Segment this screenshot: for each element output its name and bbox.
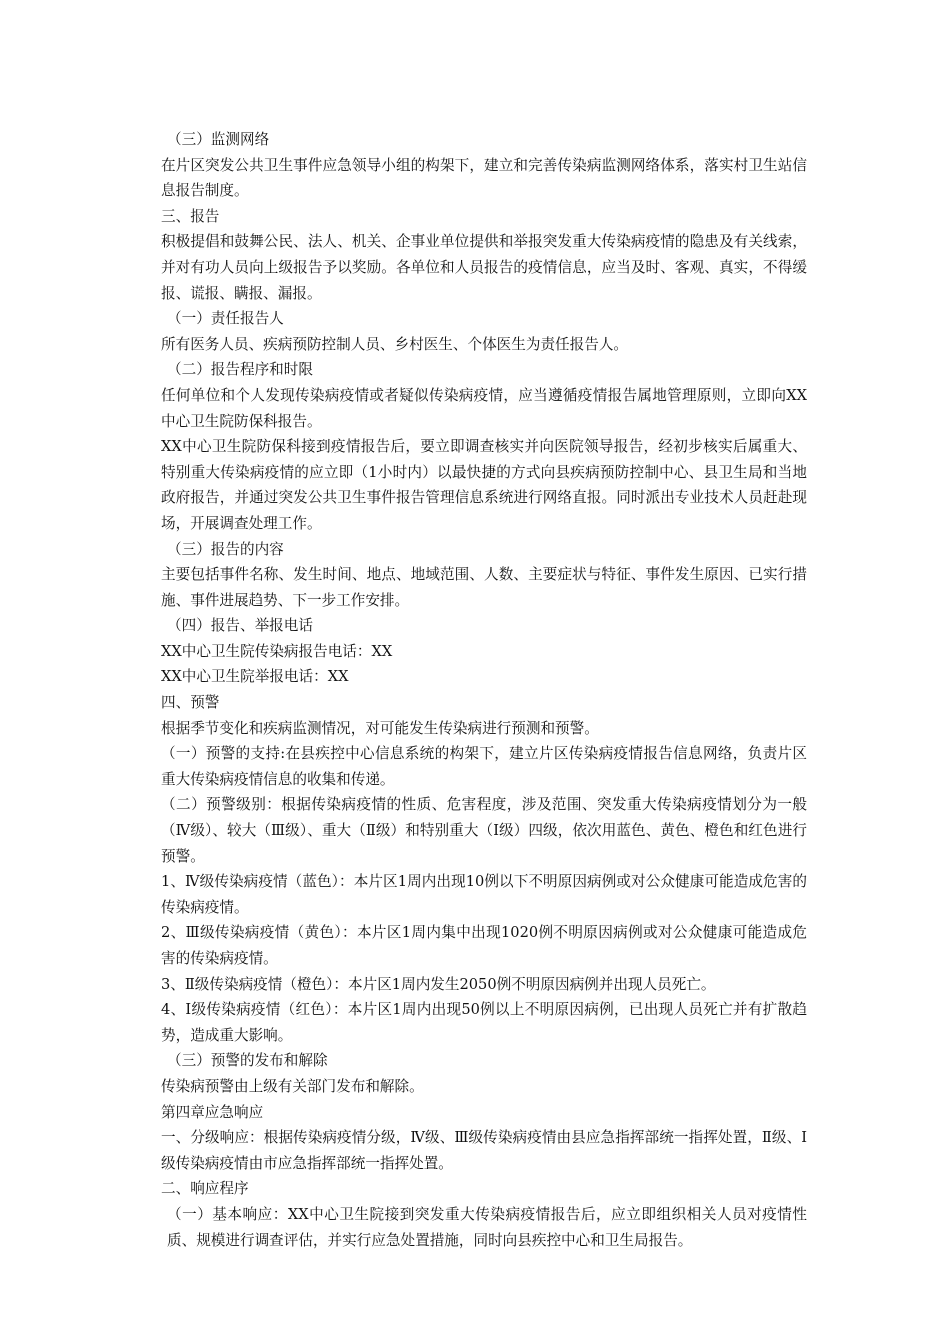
- paragraph-report-encouragement: 积极提倡和鼓舞公民、法人、机关、企事业单位提供和举报突发重大传染病疫情的隐患及有关线索，并对有功人员向上级报告予以奖励。各单位和人员报告的疫情信息，应当及时、客观、真实，不得缓报、谎报、瞒报、漏报。: [161, 233, 807, 302]
- paragraph-graded-response: 一、分级响应：根据传染病疫情分级，Ⅳ级、Ⅲ级传染病疫情由县应急指挥部统一指挥处置，Ⅱ级、Ⅰ级传染病疫情由市应急指挥部统一指挥处置。: [161, 1129, 807, 1172]
- heading-warning: 四、预警: [161, 694, 220, 712]
- paragraph-tip-phone: XX中心卫生院举报电话：XX: [161, 668, 349, 686]
- heading-report-phone: （四）报告、举报电话: [167, 617, 313, 635]
- heading-report: 三、报告: [161, 207, 220, 225]
- paragraph-warning-release: 传染病预警由上级有关部门发布和解除。: [161, 1077, 424, 1095]
- paragraph-report-content: 主要包括事件名称、发生时间、地点、地域范围、人数、主要症状与特征、事件发生原因、已实行措施、事件进展趋势、下一步工作安排。: [161, 566, 807, 609]
- heading-report-procedure: （二）报告程序和时限: [167, 361, 313, 379]
- paragraph-level-1: 4、Ⅰ级传染病疫情（红色）：本片区1周内出现50例以上不明原因病例，已出现人员死亡并有扩散趋势，造成重大影响。: [161, 1001, 807, 1044]
- paragraph-report-procedure-2: XX中心卫生院防保科接到疫情报告后，要立即调查核实并向医院领导报告，经初步核实后属重大、特别重大传染病疫情的应立即（1小时内）以最快捷的方式向县疾病预防控制中心、县卫生局和当地政府报告，并通过突发公共卫生事件报告管理信息系统进行网络直报。同时派出专业技术人员赶赴现场，开展调查处理工作。: [161, 438, 807, 532]
- heading-responsible-reporter: （一）责任报告人: [167, 310, 284, 328]
- heading-chapter-4: 第四章应急响应: [161, 1103, 264, 1121]
- heading-response-procedure: 二、响应程序: [161, 1180, 249, 1198]
- paragraph-basic-response: （一）基本响应：XX中心卫生院接到突发重大传染病疫情报告后，应立即组织相关人员对疫情性质、规模进行调查评估，并实行应急处置措施，同时向县疾控中心和卫生局报告。: [167, 1205, 807, 1249]
- paragraph-report-procedure-1: 任何单位和个人发现传染病疫情或者疑似传染病疫情，应当遵循疫情报告属地管理原则，立即向XX中心卫生院防保科报告。: [161, 386, 807, 430]
- paragraph-monitoring-network: 在片区突发公共卫生事件应急领导小组的构架下，建立和完善传染病监测网络体系，落实村卫生站信息报告制度。: [161, 156, 807, 200]
- heading-warning-release: （三）预警的发布和解除: [167, 1052, 328, 1070]
- document-page: [145, 127, 807, 1253]
- heading-report-content: （三）报告的内容: [167, 540, 284, 558]
- paragraph-warning-support: （一）预警的支持:在县疾控中心信息系统的构架下，建立片区传染病疫情报告信息网络，负责片区重大传染病疫情信息的收集和传递。: [161, 745, 807, 788]
- paragraph-warning-levels: （二）预警级别：根据传染病疫情的性质、危害程度，涉及范围、突发重大传染病疫情划分为一般（Ⅳ级）、较大（Ⅲ级）、重大（Ⅱ级）和特别重大（Ⅰ级）四级，依次用蓝色、黄色、橙色和红色进行预警。: [161, 796, 807, 865]
- paragraph-level-2: 3、Ⅱ级传染病疫情（橙色）：本片区1周内发生2050例不明原因病例并出现人员死亡。: [161, 975, 716, 993]
- paragraph-warning-intro: 根据季节变化和疾病监测情况，对可能发生传染病进行预测和预警。: [161, 719, 599, 737]
- paragraph-level-3: 2、Ⅲ级传染病疫情（黄色）：本片区1周内集中出现1020例不明原因病例或对公众健康可能造成危害的传染病疫情。: [161, 924, 807, 967]
- heading-monitoring-network: （三）监测网络: [167, 131, 270, 148]
- paragraph-report-phone: XX中心卫生院传染病报告电话：XX: [161, 642, 393, 660]
- paragraph-responsible-reporter: 所有医务人员、疾病预防控制人员、乡村医生、个体医生为责任报告人。: [161, 335, 629, 353]
- paragraph-level-4: 1、Ⅳ级传染病疫情（蓝色）：本片区1周内出现10例以下不明原因病例或对公众健康可能造成危害的传染病疫情。: [161, 873, 807, 916]
